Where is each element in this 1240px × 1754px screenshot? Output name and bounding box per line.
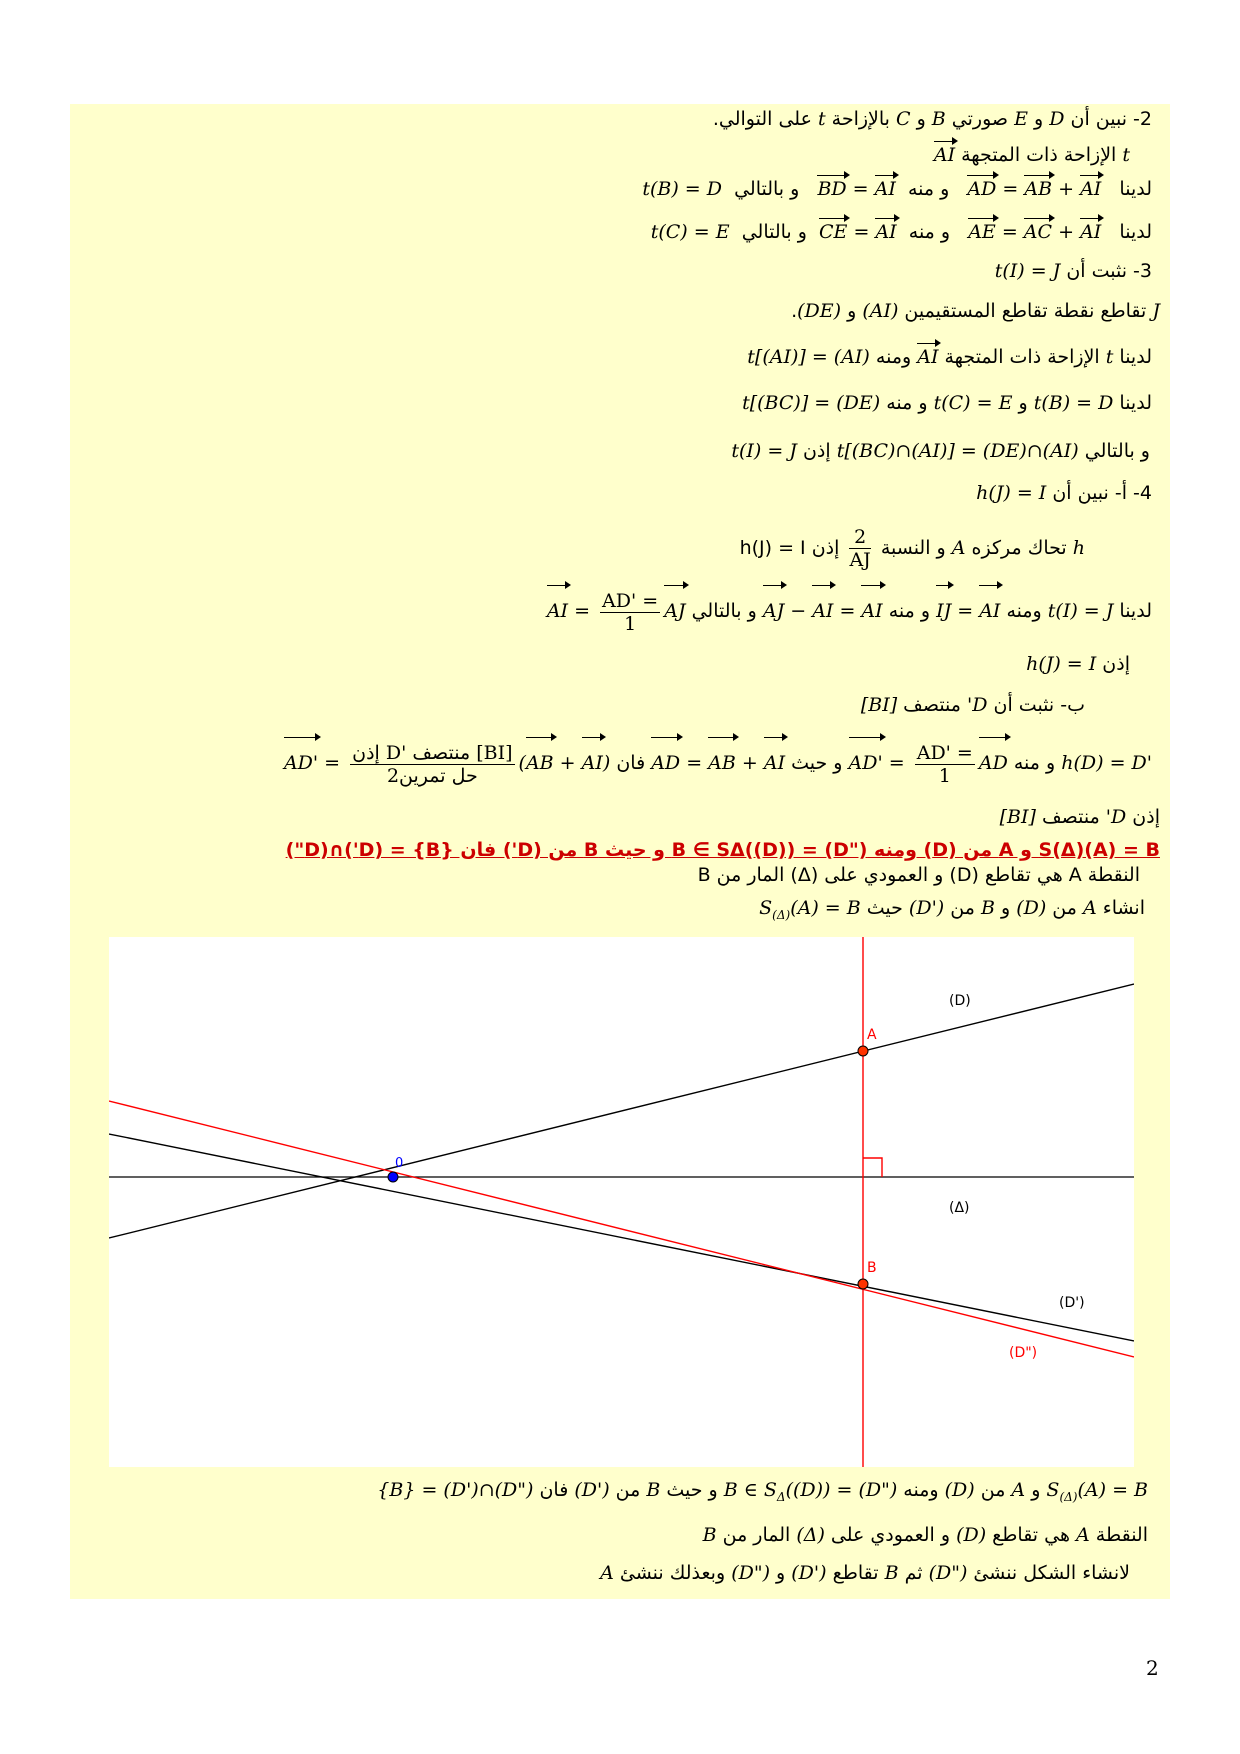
proof-line-ai: لدينا t الإزاحة ذات المتجهة AI ومنه t[(AI)] = (AI)	[747, 346, 1152, 368]
exercise-2-heading: S(Δ)(A) = B و A من (D) ومنه B ∈ SΔ((D)) = (D") و حيث B من (D') فان {B} = (D')∩(D")	[285, 839, 1160, 861]
line-D-double-prime	[109, 1101, 1134, 1357]
proof-line-aj: لدينا t(I) = J ومنه IJ = AI و منه AJ − AI = AI و بالتالي AI = $\frac{AD' =}{1}$ AJ	[547, 586, 1152, 636]
construction-statement: انشاء A من (D) و B من (D') حيث $S_{(\Delta)}(A) = B$	[759, 897, 1145, 922]
point-B	[858, 1279, 868, 1289]
intersection-definition: J تقاطع نقطة تقاطع المستقيمين (AI) و (DE).	[791, 300, 1160, 322]
proof-line-ij: و بالتالي t[(BC)∩(AI)] = (DE)∩(AI) إذن t(I) = J	[731, 440, 1150, 462]
proof-line-bc: لدينا t(B) = D و t(C) = E و منه t[(BC)] = (DE)	[742, 392, 1152, 414]
step-4b-title: ب- نثبت أن D' منتصف [BI]	[860, 694, 1085, 716]
label-O: 0	[395, 1156, 404, 1171]
proof-line-ce: لدينا AE = AC + AI و منه CE = AI و بالتالي t(C) = E	[650, 221, 1152, 243]
conclusion-midpoint: إذن D' منتصف [BI]	[999, 806, 1160, 828]
geometry-figure	[109, 937, 1134, 1467]
reasoning-line-a: النقطة A هي تقاطع (D) و العمودي على (Δ) المار من B	[702, 1524, 1148, 1546]
right-angle-marker	[863, 1158, 882, 1177]
construction-procedure: لانشاء الشكل ننشئ (D") ثم B تقاطع (D') و (D") وبعذلك ننشئ A	[600, 1562, 1130, 1584]
point-O	[388, 1172, 398, 1182]
line-D	[109, 984, 1134, 1238]
step-4a-title: 4- أ- نبين أن h(J) = I	[976, 482, 1152, 504]
fraction-one-half: $\frac{2}{AJ}$	[849, 526, 871, 571]
label-delta: (Δ)	[949, 1200, 970, 1216]
point-A	[858, 1046, 868, 1056]
step-3-title: 3- نثبت أن t(I) = J	[994, 260, 1152, 282]
proof-line-bd: لدينا AD = AB + AI و منه BD = AI و بالتالي t(B) = D	[642, 178, 1152, 200]
label-B: B	[867, 1260, 877, 1276]
consider-figure: النقطة A هي تقاطع (D) و العمودي على (Δ) المار من B	[697, 864, 1140, 886]
label-D: (D)	[949, 993, 971, 1009]
label-D-prime: (D')	[1059, 1295, 1085, 1311]
page-number: 2	[1146, 1656, 1159, 1680]
reasoning-line-b: $S_{(\Delta)}(A) = B$ و A من (D) ومنه B ∈ $S_\Delta((D))$ = (D") و حيث B من (D') فان {B} = (D')∩(D")	[377, 1479, 1148, 1504]
line-D-prime	[109, 1134, 1134, 1341]
label-A: A	[867, 1027, 877, 1043]
conclusion-h: إذن h(J) = I	[1026, 653, 1130, 675]
homothety-definition: h تحاك مركزه A و النسبة $\frac{2}{AJ}$ إذن h(J) = I	[739, 526, 1085, 571]
translation-definition: t الإزاحة ذات المتجهة AI	[933, 144, 1130, 166]
step-2-title: 2- نبين أن D و E صورتي B و C بالإزاحة t على التوالي.	[712, 108, 1152, 130]
label-D-double-prime: (D")	[1009, 1345, 1038, 1361]
geometry-figure-svg	[109, 937, 1134, 1467]
proof-line-ad-prime: h(D) = D' و منه AD' = $\frac{AD' =}{1}$ AD و حيث AD = AB + AI فان AD' = $\frac{\text{إذن D' منتصف [BI]}}{\text{حل تمرين2}}$ (AB + AI)	[284, 738, 1152, 788]
